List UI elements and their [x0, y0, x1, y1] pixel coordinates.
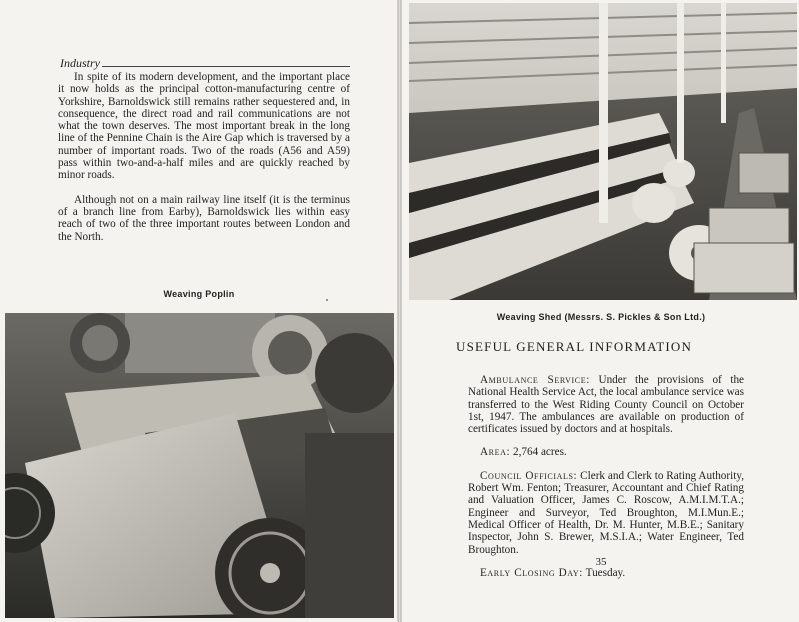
page-number: 35: [595, 556, 607, 568]
info-label: Early Closing Day:: [480, 566, 584, 579]
section-heading: [60, 56, 350, 71]
section-heading-text: Industry: [60, 56, 100, 70]
info-text: Under the provisions of the National Health Service Act, the local ambulance service was transferred to the West Riding County Council on October 1st, 1947. The ambulances are available on production of certificates issued by doctors and at hospitals.: [468, 374, 745, 436]
print-speck: [326, 299, 328, 301]
info-text: Tuesday.: [585, 566, 626, 579]
left-page: [0, 0, 398, 622]
info-ambulance: [468, 374, 744, 435]
info-council: [468, 470, 744, 556]
weaving-shed-caption: Weaving Shed (Messrs. S. Pickles & Son Ltd.): [496, 312, 706, 322]
info-area: [468, 446, 744, 458]
weaving-shed-photo: [409, 3, 797, 300]
industry-text: [58, 71, 350, 255]
info-label: Area:: [480, 446, 511, 459]
heading-rule: [102, 66, 350, 67]
info-text: Clerk and Clerk to Rating Authority, Robert Wm. Fenton; Treasurer, Accountant and Chief Rating and Valuation Officer, James C. Roscow, A.M.I.M.T.A.; Engineer and Surveyor, Ted Broughton, M.I.Mun.E.; Medical Officer of Health, Dr. M. Hunter, M.B.E.; Sanitary Inspector, John S. Brewer, M.S.I.A.; Water Engineer, Ted Broughton.: [468, 469, 744, 556]
industry-paragraph-2: Although not on a main railway line itself (it is the terminus of a branch line from Earby), Barnoldswick lies within easy reach of two of the three important routes between London and the North.: [58, 193, 350, 243]
info-label: Council Officials:: [480, 469, 578, 482]
info-text: 2,764 acres.: [512, 446, 567, 459]
info-title: USEFUL GENERAL INFORMATION: [456, 339, 693, 354]
weaving-poplin-photo: [5, 313, 394, 618]
weaving-poplin-caption: Weaving Poplin: [163, 289, 235, 299]
info-label: Ambulance Service:: [480, 374, 590, 386]
right-page: [401, 0, 799, 622]
industry-paragraph-1: In spite of its modern development, and the important place it now holds as the principal cotton-manufacturing centre of Yorkshire, Barnoldswick still remains rather sequestered and, in consequence, the direct road and rail communications are not what the town deserves. The most important break in the long line of the Pennine Chain is the Aire Gap which is traversed by a number of important roads. Two of the roads (A56 and A59) pass within two-and-a-half miles and are quickly reached by minor roads.: [58, 71, 350, 182]
info-early-closing: [468, 567, 744, 579]
